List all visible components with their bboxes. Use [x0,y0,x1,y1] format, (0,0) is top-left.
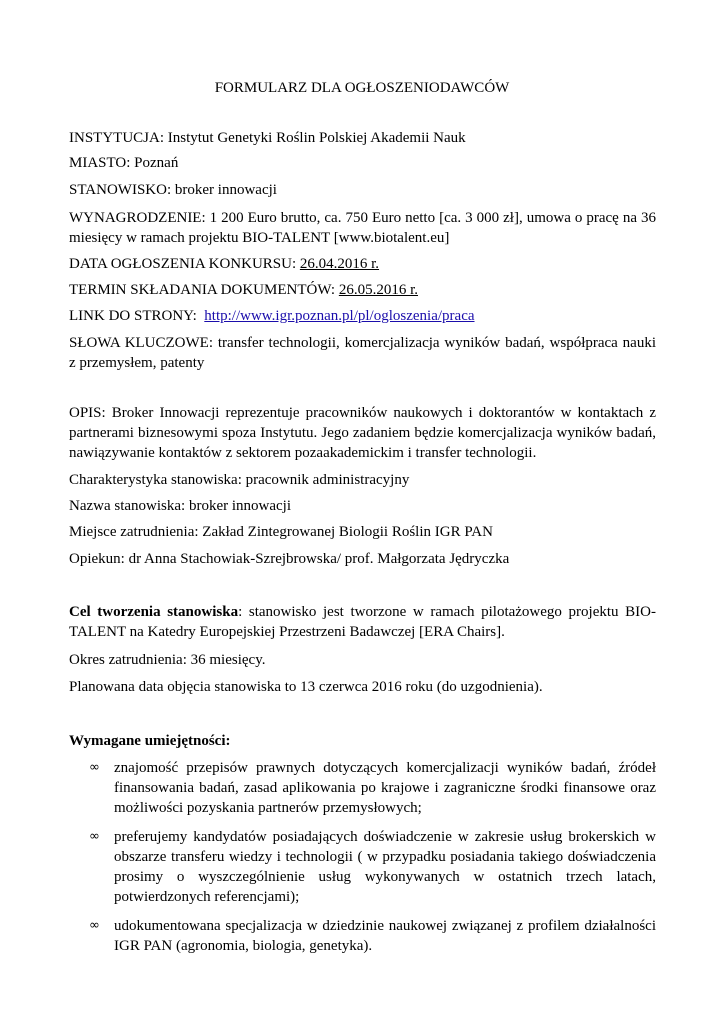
page-link-line [69,306,656,326]
institution-line [69,128,656,148]
salary-label: WYNAGRODZENIE: [69,210,206,226]
skill-text: znajomość przepisów prawnych dotyczących komercjalizacji wyników badań, źródeł finansowania badań, zasad aplikowania po krajowe i zagraniczne środki finansowe oraz możliwości pozyskania partnerów przemysłowych; [114,760,656,816]
supervisor-label: Opiekun: [69,551,125,567]
description-paragraph [69,403,656,463]
infinity-bullet-icon: ∞ [89,918,100,933]
list-item [69,827,656,907]
salary-paragraph [69,208,656,248]
purpose-label: Cel tworzenia stanowiska [69,604,239,620]
skills-heading [69,731,656,751]
skills-heading-text: Wymagane umiejętności: [69,733,231,749]
supervisor-value: dr Anna Stachowiak-Szrejbrowska/ prof. Małgorzata Jędryczka [128,551,510,567]
city-line [69,153,656,173]
description-value: Broker Innowacji reprezentuje pracowników naukowych i doktorantów w kontaktach z partnerami biznesowymi spoza Instytutu. Jego zadaniem będzie komercjalizacja wyników badań, nawiązywanie kontaktów z sektorem pozaakademickim i transfer technologii. [69,405,657,461]
institution-label: INSTYTUCJA: [69,130,165,146]
characteristics-value: pracownik administracyjny [245,472,410,488]
skills-list [69,758,656,956]
position-name-label: Nazwa stanowiska: [69,498,186,514]
deadline-label: TERMIN SKŁADANIA DOKUMENTÓW: [69,282,336,298]
city-label: MIASTO: [69,155,131,171]
skill-text: udokumentowana specjalizacja w dziedzinie naukowej związanej z profilem działalności IGR PAN (agronomia, biologia, genetyka). [114,918,656,954]
workplace-line [69,522,656,542]
characteristics-label: Charakterystyka stanowiska: [69,472,242,488]
employment-period-label: Okres zatrudnienia: [69,652,187,668]
purpose-paragraph [69,602,656,642]
infinity-bullet-icon: ∞ [89,760,100,775]
workplace-label: Miejsce zatrudnienia: [69,524,199,540]
start-date-line: Planowana data objęcia stanowiska to 13 czerwca 2016 roku (do uzgodnienia). [69,679,543,695]
position-label: STANOWISKO: [69,182,172,198]
employment-period-value: 36 miesięcy. [190,652,266,668]
list-item [69,758,656,818]
announcement-date-line [69,254,656,274]
position-name-line [69,496,656,516]
keywords-label: SŁOWA KLUCZOWE: [69,335,214,351]
list-item [69,916,656,956]
characteristics-line [69,470,656,490]
keywords-value: transfer technologii, komercjalizacja wyników badań, współpraca nauki z przemysłem, patenty [69,335,657,371]
page-link-label: LINK DO STRONY: [69,308,197,324]
employment-period-line [69,650,656,670]
infinity-bullet-icon: ∞ [89,829,100,844]
purpose-value: : stanowisko jest tworzone w ramach pilotażowego projektu BIO-TALENT na Katedry Europejskiej Przestrzeni Badawczej [ERA Chairs]. [69,604,656,640]
supervisor-line [69,549,656,569]
announcement-date-label: DATA OGŁOSZENIA KONKURSU: [69,256,297,272]
description-label: OPIS: [69,405,106,421]
position-name-value: broker innowacji [188,498,292,514]
deadline-line [69,280,656,300]
page-title: FORMULARZ DLA OGŁOSZENIODAWCÓW [214,80,510,96]
position-line [69,180,656,200]
announcement-date-value: 26.04.2016 r. [299,256,380,272]
skill-text: preferujemy kandydatów posiadających doświadczenie w zakresie usług brokerskich w obszarze transferu wiedzy i technologii ( w przypadku posiadania takiego doświadczenia prosimy o wyszczególnienie usług wykonywanych w ostatnich trzech latach, potwierdzonych referencjami); [114,829,656,905]
position-value: broker innowacji [174,182,277,198]
institution-value: Instytut Genetyki Roślin Polskiej Akademii Nauk [167,130,466,146]
city-value: Poznań [134,155,179,171]
page-link[interactable]: http://www.igr.poznan.pl/pl/ogloszenia/praca [204,308,475,324]
salary-value: 1 200 Euro brutto, ca. 750 Euro netto [ca. 3 000 zł], umowa o pracę na 36 miesięcy w ramach projektu BIO-TALENT [www.biotalent.eu] [69,210,656,246]
workplace-value: Zakład Zintegrowanej Biologii Roślin IGR PAN [202,524,493,540]
keywords-paragraph [69,333,656,373]
deadline-value: 26.05.2016 r. [338,282,419,298]
